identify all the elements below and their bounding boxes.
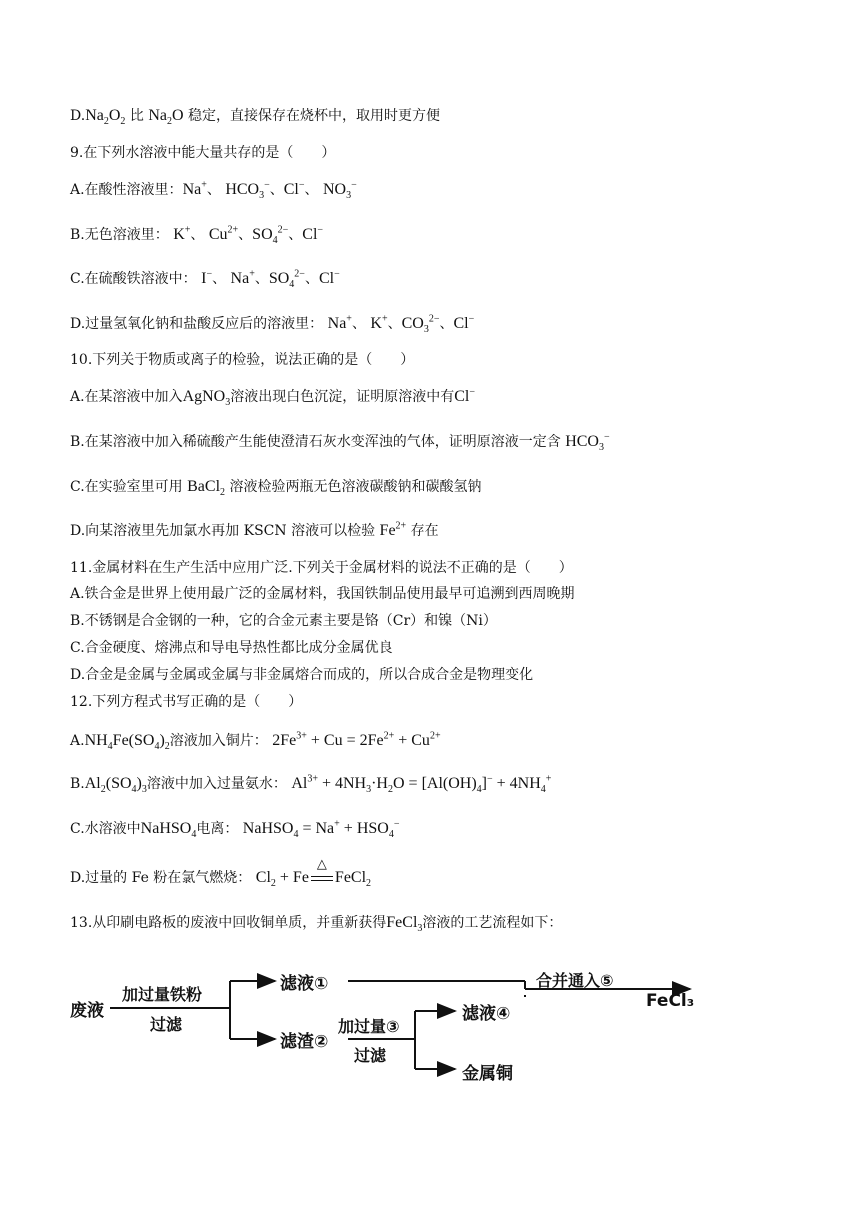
flow-product: FeCl₃ — [646, 991, 695, 1011]
flow-residue-2: 滤渣② — [280, 1032, 329, 1052]
process-flowchart — [70, 965, 710, 1095]
q12-option-c: C.水溶液中NaHSO$_4$电离： NaHSO$_4$ = $Na^+ + HSO_4^-$ — [70, 818, 400, 841]
flow-step2-label: 加过量③ — [338, 1017, 400, 1036]
flow-merge-label: 合并通入⑤ — [536, 971, 614, 990]
q12-stem: 12.下列方程式书写正确的是（ ） — [70, 694, 303, 710]
q10-option-c: C.在实验室里可用 BaCl$_2$ 溶液检验两瓶无色溶液碳酸钠和碳酸氢钠 — [70, 478, 482, 499]
flow-filtrate-1: 滤液① — [280, 974, 329, 994]
q10-option-b: B.在某溶液中加入稀硫酸产生能使澄清石灰水变浑浊的气体，证明原溶液一定含 $HCO_3^-$ — [70, 431, 610, 454]
flow-copper: 金属铜 — [462, 1064, 513, 1084]
q9-stem: 9.在下列水溶液中能大量共存的是（ ） — [70, 145, 336, 161]
q8-option-d: $D.Na_2O_2$ 比 $Na_2O$ 稳定，直接保存在烧杯中，取用时更方便 — [70, 107, 440, 128]
q9-option-d: D.过量氢氧化钠和盐酸反应后的溶液里： Na+、 K+、$CO_3^{2-}$、Cl− — [70, 313, 475, 336]
flow-step1-label: 加过量铁粉 — [122, 985, 203, 1004]
q12-option-a: $A.NH_4Fe(SO_4)_2$溶液加入铜片： $2Fe^{3+} + Cu = 2Fe^{2+} + Cu^{2+}$ — [70, 730, 441, 753]
q11-option-b: B.不锈钢是合金钢的一种，它的合金元素主要是铬（Cr）和镍（Ni） — [70, 613, 497, 629]
q10-option-d: D.向某溶液里先加氯水再加 KSCN 溶液可以检验 $Fe^{2+}$ 存在 — [70, 520, 439, 539]
q11-option-d: D.合金是金属与金属或金属与非金属熔合而成的，所以合成合金是物理变化 — [70, 667, 534, 683]
q12-option-d: D.过量的 Fe 粉在氯气燃烧： $Cl_2 + Fe$ △ FeCl$_2$ — [70, 856, 372, 890]
q11-option-a: A.铁合金是世界上使用最广泛的金属材料，我国铁制品使用最早可追溯到西周晚期 — [70, 586, 575, 602]
q12-option-b: $B.Al_2(SO_4)_3$溶液中加入过量氨水： $Al^{3+} + 4NH_3\cdot H_2O = [Al(OH)_4]^- + 4NH_4^+$ — [70, 773, 552, 796]
q11-option-c: C.合金硬度、熔沸点和导电导热性都比成分金属优良 — [70, 640, 393, 656]
q9-option-a: A.在酸性溶液里：Na+、 $HCO_3^-$、Cl−、 $NO_3^-$ — [70, 179, 357, 202]
q10-option-a: A.在某溶液中加入AgNO$_3$溶液出现白色沉淀，证明原溶液中有Cl− — [70, 386, 475, 409]
q9-option-c: C.在硫酸铁溶液中： I−、 Na+、$SO_4^{2-}$、Cl− — [70, 268, 340, 291]
flow-filtrate-4: 滤液④ — [462, 1004, 511, 1024]
q13-stem: 13.从印刷电路板的废液中回收铜单质，并重新获得FeCl$_3$溶液的工艺流程如下： — [70, 914, 563, 935]
q11-stem: 11.金属材料在生产生活中应用广泛.下列关于金属材料的说法不正确的是（ ） — [70, 560, 573, 576]
q10-stem: 10.下列关于物质或离子的检验，说法正确的是（ ） — [70, 352, 415, 368]
flow-waste: 废液 — [70, 1001, 104, 1021]
q9-option-b: B.无色溶液里： K+、 $Cu^{2+}$、$SO_4^{2-}$、Cl− — [70, 224, 324, 247]
flow-step1-sub: 过滤 — [150, 1015, 183, 1034]
flow-step2-sub: 过滤 — [354, 1046, 387, 1065]
